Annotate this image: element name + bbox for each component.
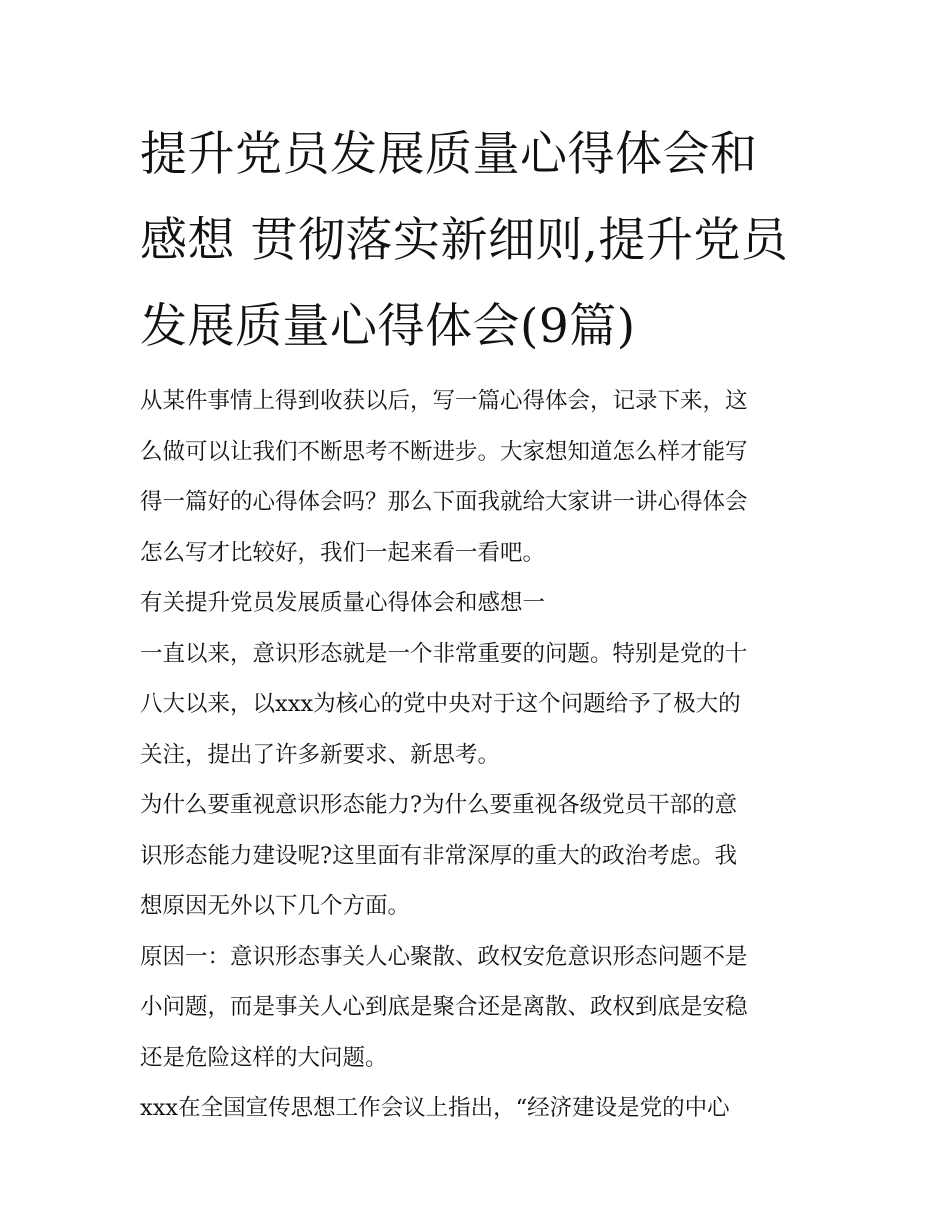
text-line: 想原因无外以下几个方面。 xyxy=(140,893,411,919)
document-page xyxy=(140,112,812,1134)
text-line: 从某件事情上得到收获以后，写一篇心得体会，记录下来，这 xyxy=(140,388,748,414)
text-line: 为什么要重视意识形态能力?为什么要重视各级党员干部的意 xyxy=(140,792,738,818)
document-title xyxy=(140,112,812,370)
title-line: 发展质量心得体会(9篇) xyxy=(140,299,636,354)
text-line: 还是危险这样的大问题。 xyxy=(140,1044,388,1071)
section-heading xyxy=(140,578,812,629)
text-line: 识形态能力建设呢?这里面有非常深厚的重大的政治考虑。我 xyxy=(140,842,738,869)
intro-paragraph xyxy=(140,376,812,578)
text-line: 得一篇好的心得体会吗？那么下面我就给大家讲一讲心得体会 xyxy=(140,489,748,515)
text-line: xxx在全国宣传思想工作会议上指出，“经济建设是党的中心 xyxy=(140,1095,730,1121)
title-line: 提升党员发展质量心得体会和 xyxy=(140,127,758,182)
body-paragraph xyxy=(140,780,812,932)
body-paragraph xyxy=(140,1083,812,1134)
text-line: 八大以来，以xxx为核心的党中央对于这个问题给予了极大的 xyxy=(140,691,741,717)
text-line: 怎么写才比较好，我们一起来看一看吧。 xyxy=(140,539,546,566)
text-line: 原因一：意识形态事关人心聚散、政权安危意识形态问题不是 xyxy=(140,943,748,970)
text-line: 有关提升党员发展质量心得体会和感想一 xyxy=(140,590,546,616)
body-paragraph xyxy=(140,629,812,781)
text-line: 小问题，而是事关人心到底是聚合还是离散、政权到底是安稳 xyxy=(140,994,748,1020)
body-paragraph xyxy=(140,932,812,1084)
text-line: 关注，提出了许多新要求、新思考。 xyxy=(140,741,501,768)
text-line: 么做可以让我们不断思考不断进步。大家想知道怎么样才能写 xyxy=(140,438,748,465)
text-line: 一直以来，意识形态就是一个非常重要的问题。特别是党的十 xyxy=(140,640,748,667)
document-body xyxy=(140,376,812,1134)
title-line: 感想 贯彻落实新细则,提升党员 xyxy=(140,213,789,268)
